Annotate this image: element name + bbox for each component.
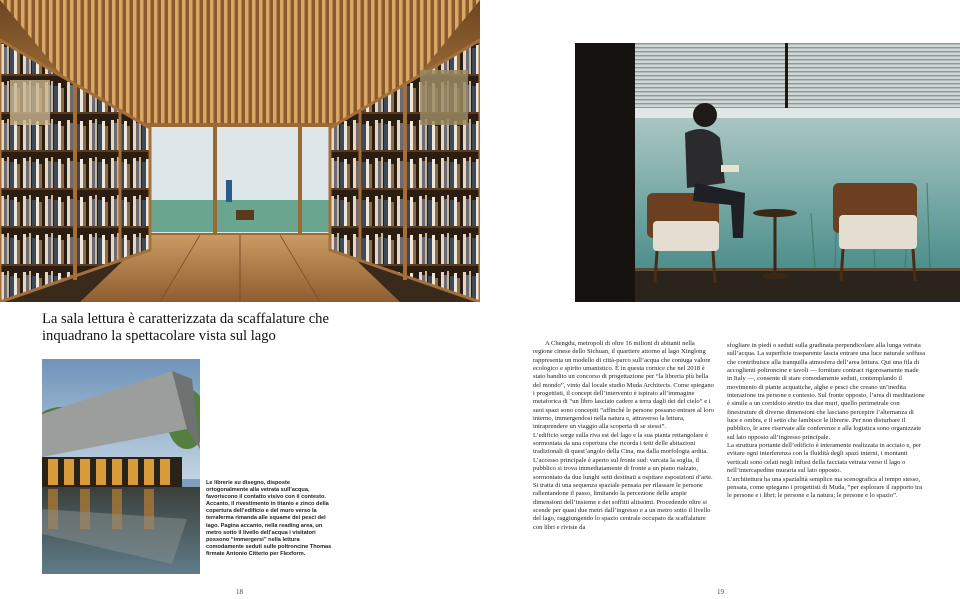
body-paragraph: La struttura portante dell’edificio è interamente realizzata in acciaio e, per evitare ogni interferenza con la fluidità degli spazi interni, i montanti verticali sono celati negli infissi della facciata vetrata verso il lago o nell’intercapedine muraria sul lato opposto. <box>727 442 921 475</box>
page-number-left: 18 <box>236 588 243 596</box>
body-paragraph: A Chengdu, metropoli di oltre 16 milioni di abitanti nella regione cinese dello Sichuan, il quartiere attorno al lago Xinglong rappresenta un modello di città-parco sull’acqua che coniuga valore ecologico e spirito umanistico. È in questa cornice che nel 2018 è stato bandito un concorso di progettazione per “la libreria più bella del mondo”, vinto dal locale studio Muda Architects. Come spiegano i progettisti, il concept dell’intervento è ispirato all’immagine metaforica di “un libro lasciato cadere a terra dagli dei del cielo” e i suoi spazi sono concepiti “affinché le persone possano entrare al loro interno, immergendosi nella natura e, attraverso la lettura, intraprendere un viaggio alla scoperta di se stessi”. <box>533 340 714 431</box>
body-text-column-2 <box>727 342 925 501</box>
image-caption: Le librerie su disegno, disposte ortogonalmente alla vetrata sull’acqua, favoriscono il contatto visivo con il contesto. Accanto, il rivestimento in titanio e zinco della copertura dell’edificio e del muro verso la terraferma rimanda alle squame dei pesci del lago. Pagina accanto, nella reading area, un metro sotto il livello dell’acqua i visitatori possono “immergersi” nella lettura comodamente seduti sulle poltroncine Thomas firmate Antonio Citterio per Flexform. <box>206 480 332 557</box>
body-text-column-1 <box>533 340 715 532</box>
pavilion-exterior-photo <box>42 359 200 574</box>
body-paragraph: L’architettura ha una spazialità semplice ma scenografica al tempo stesso, pensata, come spiegano i progettisti di Muda, “per esplorare il rapporto tra le persone e i libri; le persone e la natura; le persone e lo spazio”. <box>727 475 923 500</box>
body-paragraph: sfogliare in piedi o seduti sulla gradinata perpendicolare alla lunga vetrata sull’acqua. La superficie trasparente lascia entrare una luce naturale soffusa che contribuisce alla tranquilla atmosfera dell’area lettura. Qui una fila di accoglienti poltroncine e tavoli — forniture contract rigorosamente made in Italy —, consente di stare comodamente seduti, contemplando il movimento di piante acquatiche, alghe e pesci che creano un’inedita interazione tra persone e contesto. Sul fronte opposto, l’area di meditazione è simile a un corridoio stretto tra due muri, quello perimetrale con finestrature di diverse dimensioni che lasciano percepire l’alternanza di luce e ombra, e il setto che lambisce le librerie. Per non disturbare il pubblico, le aree riservate alle conferenze e alla logistica sono organizzate sul lato opposto all’ingresso principale. <box>727 342 926 441</box>
pavilion-exterior-illustration <box>42 359 200 574</box>
page-headline: La sala lettura è caratterizzata da scaffalature che inquadrano la spettacolare vista sul lago <box>42 311 329 344</box>
library-interior-photo <box>0 0 480 302</box>
body-paragraph: L’edificio sorge sulla riva est del lago e la sua pianta rettangolare è sormontata da una copertura che ricorda i tetti delle abitazioni tradizionali di quest’angolo della Cina, ma dalla morfologia ardita. L’accesso principale è aperto sul fronte sud: varcata la soglia, il pubblico si trova immediatamente di fronte a un piano rialzato, sormontato da due lunghi setti destinati a ospitare esposizioni d’arte. Si tratta di una sequenza spaziale pensata per rilassare le persone rallentandone il passo, limitando la percezione delle ampie dimensioni dell’insieme e dei soffitti altissimi. Procedendo oltre si scende per quasi due metri dall’ingresso e a un metro sotto il livello del lago, raggiungendo lo spazio centrale occupato da scaffalature con libri e riviste da <box>533 431 713 531</box>
library-interior-illustration <box>0 0 480 302</box>
reading-area-illustration <box>575 43 960 302</box>
reading-area-photo <box>575 43 960 302</box>
page-number-right: 19 <box>717 588 724 596</box>
